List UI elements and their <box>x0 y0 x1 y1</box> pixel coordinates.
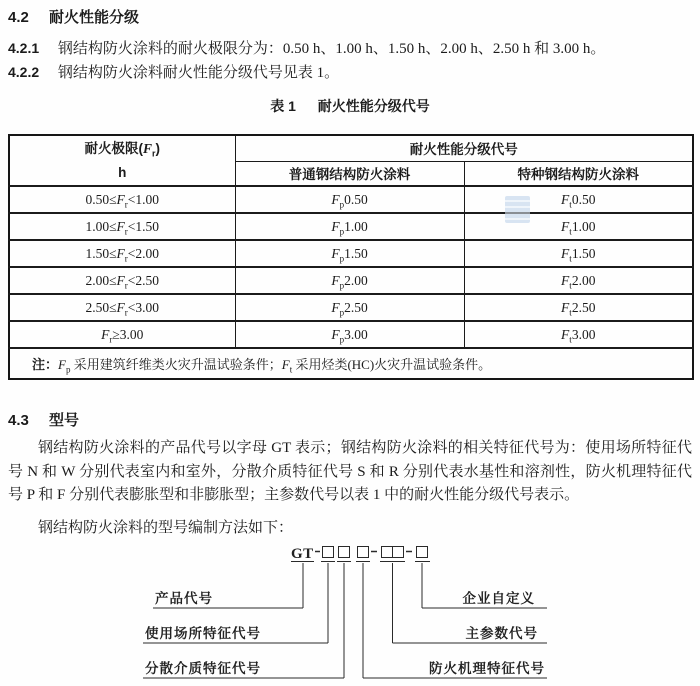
cell-limit: $2.50\le F_r<3.00$ <box>9 294 235 321</box>
table-1-fire-resistance-codes <box>8 134 694 380</box>
header-cell-fire-limit <box>9 135 235 186</box>
cell-special: $F_t2.50$ <box>464 294 693 321</box>
diagram-label-usage-place: 使用场所特征代号 <box>145 626 261 641</box>
clause-number: 4.2.2 <box>8 64 40 80</box>
note-cell <box>9 348 693 379</box>
diagram-lines <box>143 547 547 679</box>
cell-special: $F_t0.50$ <box>464 186 693 213</box>
clause-text: 钢结构防火涂料的耐火极限分为：0.50 h、1.00 h、1.50 h、2.00 h、2.50 h 和 3.00 h。 <box>57 41 606 57</box>
clause-number: 4.2 <box>8 9 29 26</box>
cell-ordinary: $F_p1.50$ <box>235 240 464 267</box>
table-row <box>9 240 693 267</box>
product-code-prefix: GT <box>291 546 314 562</box>
cell-limit: $1.00\le F_r<1.50$ <box>9 213 235 240</box>
header-cell-ordinary: 普通钢结构防火涂料 <box>235 161 464 186</box>
clause-text: 钢结构防火涂料耐火性能分级代号见表 1。 <box>57 65 340 81</box>
clause-number: 4.3 <box>8 412 29 429</box>
cell-special: $F_t1.50$ <box>464 240 693 267</box>
clause-number: 4.2.1 <box>8 40 40 56</box>
clause-4-2-1 <box>8 37 605 58</box>
model-code-diagram <box>0 541 700 686</box>
table-row <box>9 213 693 240</box>
cell-limit: $0.50\le F_r<1.00$ <box>9 186 235 213</box>
model-method-lead: 钢结构防火涂料的型号编制方法如下： <box>38 520 294 536</box>
diagram-label-enterprise-defined: 企业自定义 <box>462 591 535 606</box>
diagram-label-main-parameter: 主参数代号 <box>465 626 538 641</box>
cell-limit: $F_r\ge 3.00$ <box>9 321 235 348</box>
code-box <box>323 547 334 558</box>
header-cell-group: 耐火性能分级代号 <box>235 135 693 161</box>
table-caption-label: 表 1 <box>270 98 296 114</box>
code-box <box>358 547 369 558</box>
cell-ordinary: $F_p2.00$ <box>235 267 464 294</box>
paragraph-4-3: 钢结构防火涂料的产品代号以字母 GT 表示；钢结构防火涂料的相关特征代号为：使用场所特征代号 N 和 W 分别代表室内和室外，分散介质特征代号 S 和 R 分别代表水基性和溶剂性，防火机理特征代号 P 和 F 分别代表膨胀型和非膨胀型；主参数代号以表 1 中的耐火性能分级代号表示。 <box>8 440 692 503</box>
table-1-container <box>8 134 692 380</box>
watermark <box>505 196 530 223</box>
table-caption <box>0 96 700 116</box>
header-limit-line1: 耐火极限$(F_r)$ <box>84 140 161 159</box>
table-header-row-1 <box>9 135 693 161</box>
cell-ordinary: $F_p3.00$ <box>235 321 464 348</box>
table-note-row <box>9 348 693 379</box>
cell-ordinary: $F_p2.50$ <box>235 294 464 321</box>
table-row <box>9 294 693 321</box>
note-label: 注： <box>32 357 59 372</box>
cell-ordinary: $F_p1.00$ <box>235 213 464 240</box>
cell-ordinary: $F_p0.50$ <box>235 186 464 213</box>
section-title: 耐火性能分级 <box>49 9 140 26</box>
diagram-label-fire-mechanism: 防火机理特征代号 <box>429 661 545 676</box>
cell-limit: $1.50\le F_r<2.00$ <box>9 240 235 267</box>
table-row <box>9 321 693 348</box>
cell-limit: $2.00\le F_r<2.50$ <box>9 267 235 294</box>
code-box <box>339 547 350 558</box>
cell-special: $F_t1.00$ <box>464 213 693 240</box>
cell-special: $F_t2.00$ <box>464 267 693 294</box>
note-text: $F_p$ 采用建筑纤维类火灾升温试验条件；$F_t$ 采用烃类(HC)火灾升温试验条件。 <box>58 357 492 375</box>
diagram-label-dispersion-medium: 分散介质特征代号 <box>145 661 261 676</box>
table-caption-title: 耐火性能分级代号 <box>317 98 430 114</box>
code-box <box>393 547 404 558</box>
cell-special: $F_t3.00$ <box>464 321 693 348</box>
table-row <box>9 267 693 294</box>
code-box <box>382 547 393 558</box>
clause-4-2-2 <box>8 61 339 82</box>
code-box <box>417 547 428 558</box>
diagram-label-product-code: 产品代号 <box>155 591 213 606</box>
section-heading-4-2 <box>8 6 139 27</box>
header-cell-special: 特种钢结构防火涂料 <box>464 161 693 186</box>
header-limit-line2: h <box>118 164 127 180</box>
table-row <box>9 186 693 213</box>
section-heading-4-3 <box>8 409 79 430</box>
section-title: 型号 <box>49 412 80 429</box>
